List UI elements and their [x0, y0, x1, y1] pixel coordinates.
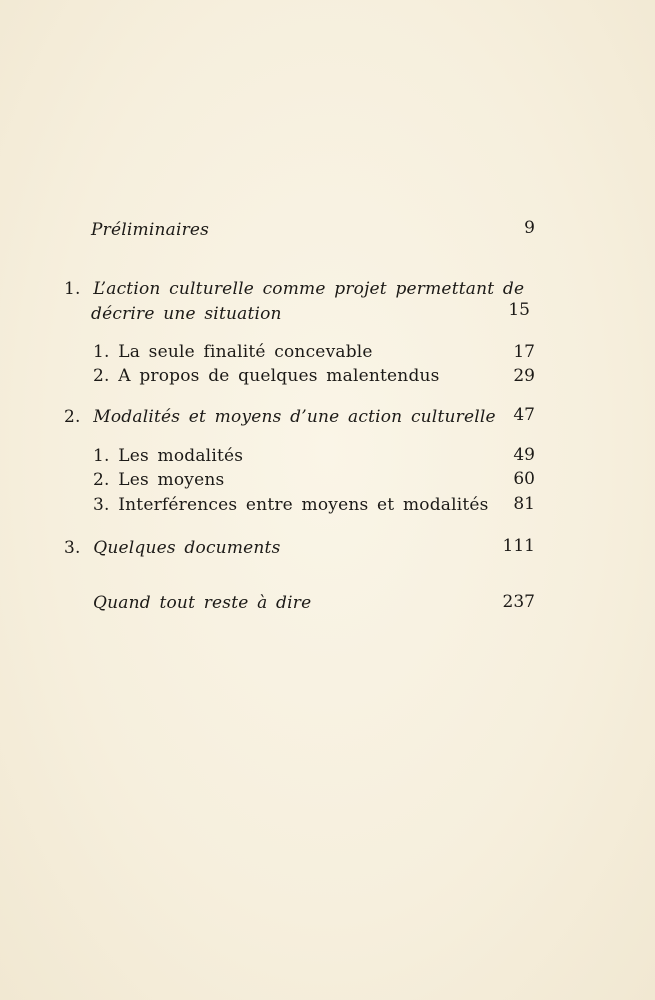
part-title-continued: décrire une situation: [91, 304, 282, 324]
toc-section: [93, 495, 489, 515]
toc-entry-label: Quand tout reste à dire: [93, 593, 312, 613]
toc-page-number: 60: [513, 469, 535, 489]
toc-page-number: 49: [513, 445, 535, 465]
section-label: A propos de quelques malentendus: [118, 366, 440, 386]
section-label: Les moyens: [118, 470, 225, 490]
part-number: 1.: [64, 279, 81, 299]
toc-entry-preliminaires: [91, 220, 209, 240]
toc-page-number: 15: [508, 300, 530, 320]
section-number: 1.: [93, 446, 110, 466]
toc-section: [93, 342, 373, 362]
toc-section: [93, 470, 224, 490]
section-number: 2.: [93, 470, 110, 490]
toc-section: [93, 446, 243, 466]
section-label: La seule finalité concevable: [118, 342, 373, 362]
toc-page-number: 17: [513, 342, 535, 362]
part-number: 2.: [64, 407, 81, 427]
section-number: 3.: [93, 495, 110, 515]
toc-section: [93, 366, 440, 386]
part-number: 3.: [64, 538, 81, 558]
toc-page-number: 47: [513, 405, 535, 425]
section-number: 2.: [93, 366, 110, 386]
toc-page-number: 29: [513, 366, 535, 386]
toc-part-3: [64, 538, 281, 558]
toc-part-1: [64, 279, 524, 299]
toc-page-number: 237: [502, 592, 535, 612]
part-title: L’action culturelle comme projet permettant de: [93, 279, 525, 299]
part-title: Modalités et moyens d’une action culturelle: [93, 407, 496, 427]
toc-page-number: 9: [524, 218, 535, 238]
toc-part-2: [64, 407, 496, 427]
section-number: 1.: [93, 342, 110, 362]
toc-page-number: 81: [513, 494, 535, 514]
toc-entry-conclusion: [93, 593, 311, 613]
toc-entry-label: Préliminaires: [91, 220, 210, 240]
toc-page-number: 111: [502, 536, 535, 556]
part-title: Quelques documents: [93, 538, 281, 558]
section-label: Les modalités: [118, 446, 244, 466]
section-label: Interférences entre moyens et modalités: [118, 495, 489, 515]
